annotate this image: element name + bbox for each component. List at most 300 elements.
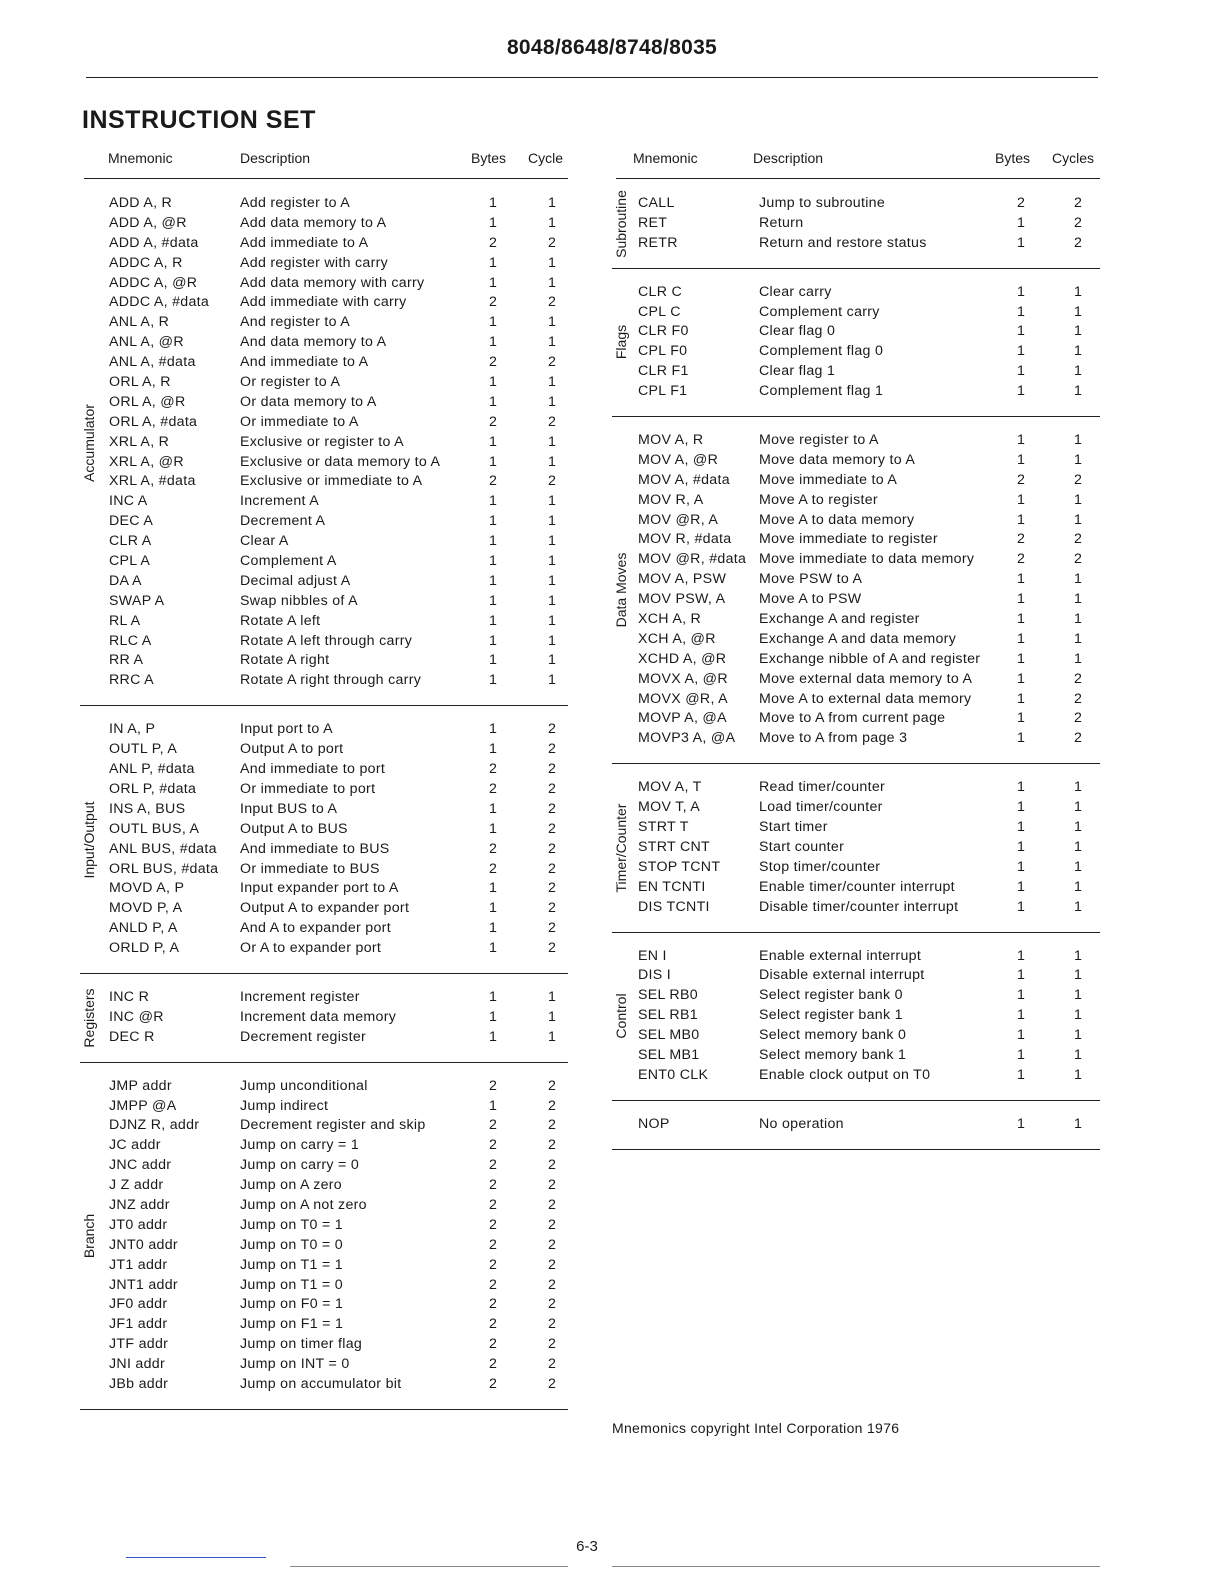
description-cell: Select register bank 0 bbox=[759, 987, 903, 1004]
bytes-cell: 2 bbox=[489, 1356, 498, 1373]
table-row bbox=[80, 1236, 568, 1256]
table-row bbox=[612, 650, 1100, 670]
bytes-cell: 1 bbox=[489, 920, 498, 937]
cycles-cell: 2 bbox=[548, 840, 557, 857]
description-cell: Move data memory to A bbox=[759, 451, 916, 468]
bytes-cell: 2 bbox=[489, 1137, 498, 1154]
bytes-cell: 1 bbox=[1017, 650, 1026, 667]
cycles-cell: 2 bbox=[548, 1177, 557, 1194]
cycles-cell: 1 bbox=[1074, 1007, 1083, 1024]
description-cell: Jump on T1 = 1 bbox=[240, 1256, 343, 1273]
table-row bbox=[612, 729, 1100, 749]
table-row bbox=[80, 1156, 568, 1176]
mnemonic-cell: DEC A bbox=[109, 513, 154, 530]
description-cell: Swap nibbles of A bbox=[240, 592, 358, 609]
cycles-cell: 1 bbox=[1074, 511, 1083, 528]
description-cell: Jump on carry = 0 bbox=[240, 1157, 360, 1174]
mnemonic-cell: SEL RB1 bbox=[638, 1007, 698, 1024]
bytes-header: Bytes bbox=[995, 150, 1031, 166]
table-row bbox=[80, 1136, 568, 1156]
table-row bbox=[80, 1008, 568, 1028]
cycles-cell: 1 bbox=[1074, 1066, 1083, 1083]
mnemonic-cell: INS A, BUS bbox=[109, 800, 186, 817]
cycles-cell: 2 bbox=[548, 1316, 557, 1333]
bottom-link-line bbox=[126, 1557, 266, 1558]
description-cell: Decrement register and skip bbox=[240, 1117, 426, 1134]
description-cell: Move immediate to data memory bbox=[759, 551, 975, 568]
table-row bbox=[80, 1176, 568, 1196]
mnemonic-cell: ANL A, #data bbox=[109, 354, 196, 371]
table-row bbox=[612, 194, 1100, 214]
mnemonic-cell: DA A bbox=[109, 572, 142, 589]
cycles-cell: 2 bbox=[548, 1256, 557, 1273]
left-instruction-table bbox=[80, 148, 568, 1392]
bytes-cell: 2 bbox=[489, 1236, 498, 1253]
description-cell: Add register with carry bbox=[240, 254, 389, 271]
table-row bbox=[80, 632, 568, 652]
mnemonic-cell: INC @R bbox=[109, 1008, 164, 1025]
description-cell: Return bbox=[759, 214, 804, 231]
cycles-cell: 2 bbox=[548, 800, 557, 817]
mnemonic-cell: XCH A, @R bbox=[638, 630, 716, 647]
description-cell: Jump unconditional bbox=[240, 1077, 368, 1094]
category-label: Data Moves bbox=[613, 552, 629, 628]
mnemonic-cell: INC R bbox=[109, 988, 150, 1005]
description-cell: Decrement register bbox=[240, 1028, 367, 1045]
bytes-cell: 2 bbox=[489, 413, 498, 430]
description-cell: Jump on INT = 0 bbox=[240, 1356, 350, 1373]
mnemonic-cell: SEL MB0 bbox=[638, 1027, 700, 1044]
mnemonic-cell: ADD A, #data bbox=[109, 234, 199, 251]
mnemonic-cell: ADDC A, R bbox=[109, 254, 183, 271]
cycles-cell: 1 bbox=[1074, 630, 1083, 647]
instruction-group bbox=[80, 974, 568, 1063]
table-row bbox=[80, 1116, 568, 1136]
bytes-cell: 1 bbox=[1017, 987, 1026, 1004]
mnemonic-cell: ORL A, #data bbox=[109, 413, 198, 430]
table-row bbox=[80, 353, 568, 373]
mnemonic-cell: MOVD P, A bbox=[109, 900, 183, 917]
description-cell: Jump on carry = 1 bbox=[240, 1137, 360, 1154]
description-cell: And immediate to A bbox=[240, 354, 369, 371]
cycles-cell: 1 bbox=[548, 988, 557, 1005]
bytes-cell: 1 bbox=[1017, 898, 1026, 915]
description-cell: Move PSW to A bbox=[759, 571, 863, 588]
table-row bbox=[80, 1276, 568, 1296]
bytes-cell: 1 bbox=[1017, 878, 1026, 895]
mnemonic-cell: CLR A bbox=[109, 533, 152, 550]
cycles-cell: 1 bbox=[548, 553, 557, 570]
description-cell: Disable timer/counter interrupt bbox=[759, 898, 959, 915]
bytes-cell: 1 bbox=[1017, 214, 1026, 231]
mnemonic-cell: ANL BUS, #data bbox=[109, 840, 217, 857]
cycles-cell: 1 bbox=[548, 652, 557, 669]
table-row bbox=[80, 760, 568, 780]
bytes-cell: 1 bbox=[489, 553, 498, 570]
table-row bbox=[80, 720, 568, 740]
group-rows bbox=[612, 417, 1100, 763]
table-row bbox=[612, 1066, 1100, 1086]
cycles-cell: 1 bbox=[548, 393, 557, 410]
mnemonic-cell: JF0 addr bbox=[109, 1296, 168, 1313]
cycles-cell: 2 bbox=[1074, 551, 1083, 568]
cycles-cell: 2 bbox=[1074, 214, 1083, 231]
bytes-cell: 1 bbox=[1017, 730, 1026, 747]
mnemonic-cell: CPL F0 bbox=[638, 343, 688, 360]
mnemonic-cell: MOVX @R, A bbox=[638, 690, 728, 707]
table-row bbox=[80, 1097, 568, 1117]
mnemonic-cell: CPL F1 bbox=[638, 383, 688, 400]
bytes-cell: 1 bbox=[1017, 1115, 1026, 1132]
mnemonic-cell: MOV @R, #data bbox=[638, 551, 747, 568]
cycles-cell: 2 bbox=[548, 1356, 557, 1373]
cycles-cell: 2 bbox=[548, 294, 557, 311]
cycles-cell: 1 bbox=[548, 453, 557, 470]
bytes-cell: 2 bbox=[489, 1256, 498, 1273]
description-cell: Or register to A bbox=[240, 374, 341, 391]
mnemonic-cell: JNT1 addr bbox=[109, 1276, 178, 1293]
mnemonic-cell: JT0 addr bbox=[109, 1216, 168, 1233]
description-header: Description bbox=[240, 150, 311, 166]
mnemonic-cell: MOV A, #data bbox=[638, 471, 730, 488]
table-row bbox=[612, 1046, 1100, 1066]
description-cell: Jump on T0 = 1 bbox=[240, 1216, 343, 1233]
bytes-cell: 2 bbox=[489, 1157, 498, 1174]
table-row bbox=[80, 492, 568, 512]
table-row bbox=[80, 879, 568, 899]
table-row bbox=[80, 313, 568, 333]
table-row bbox=[80, 780, 568, 800]
bottom-rule bbox=[290, 1566, 568, 1567]
description-cell: Exclusive or data memory to A bbox=[240, 453, 441, 470]
group-rows bbox=[612, 1101, 1100, 1149]
bytes-cell: 1 bbox=[1017, 591, 1026, 608]
table-row bbox=[612, 947, 1100, 967]
description-cell: Exchange A and data memory bbox=[759, 630, 957, 647]
cycles-cell: 1 bbox=[548, 612, 557, 629]
table-row bbox=[612, 570, 1100, 590]
bytes-cell: 1 bbox=[489, 800, 498, 817]
description-cell: Output A to expander port bbox=[240, 900, 410, 917]
description-cell: Enable clock output on T0 bbox=[759, 1066, 931, 1083]
description-cell: Rotate A left through carry bbox=[240, 632, 413, 649]
mnemonic-cell: OUTL BUS, A bbox=[109, 820, 200, 837]
table-row bbox=[612, 778, 1100, 798]
mnemonic-cell: DEC R bbox=[109, 1028, 155, 1045]
category-label: Branch bbox=[81, 1213, 97, 1258]
table-row bbox=[80, 988, 568, 1008]
bytes-cell: 1 bbox=[1017, 710, 1026, 727]
description-cell: Complement flag 0 bbox=[759, 343, 884, 360]
description-cell: Jump on T1 = 0 bbox=[240, 1276, 343, 1293]
description-cell: Output A to port bbox=[240, 741, 344, 758]
cycles-cell: 1 bbox=[1074, 283, 1083, 300]
mnemonic-cell: XRL A, #data bbox=[109, 473, 196, 490]
description-cell: Complement carry bbox=[759, 303, 880, 320]
bytes-cell: 1 bbox=[489, 592, 498, 609]
cycles-cell: 1 bbox=[1074, 343, 1083, 360]
description-cell: Stop timer/counter bbox=[759, 858, 881, 875]
mnemonic-cell: CALL bbox=[638, 195, 675, 211]
bytes-cell: 1 bbox=[489, 254, 498, 271]
bytes-cell: 1 bbox=[489, 1097, 498, 1114]
cycles-cell: 2 bbox=[548, 1157, 557, 1174]
header-rule bbox=[84, 178, 568, 179]
cycles-header: Cycle bbox=[528, 150, 564, 166]
table-row bbox=[612, 342, 1100, 362]
cycles-cell: 1 bbox=[548, 572, 557, 589]
cycles-cell: 2 bbox=[548, 940, 557, 957]
cycles-cell: 2 bbox=[548, 1117, 557, 1134]
mnemonic-cell: MOVX A, @R bbox=[638, 670, 728, 687]
description-cell: Jump indirect bbox=[240, 1097, 329, 1114]
cycles-cell: 1 bbox=[548, 1008, 557, 1025]
bytes-cell: 2 bbox=[489, 1296, 498, 1313]
table-row bbox=[80, 413, 568, 433]
table-row bbox=[612, 986, 1100, 1006]
table-row bbox=[612, 1006, 1100, 1026]
cycles-cell: 1 bbox=[1074, 303, 1083, 320]
cycles-cell: 1 bbox=[1074, 987, 1083, 1004]
table-header bbox=[80, 148, 568, 176]
category-label: Timer/Counter bbox=[613, 803, 629, 893]
description-cell: Move A to external data memory bbox=[759, 690, 972, 707]
bytes-cell: 2 bbox=[489, 1077, 498, 1094]
description-cell: Jump on accumulator bit bbox=[240, 1375, 402, 1392]
instruction-group bbox=[612, 933, 1100, 1101]
mnemonic-cell: ORL BUS, #data bbox=[109, 860, 219, 877]
bytes-cell: 2 bbox=[489, 473, 498, 490]
table-row bbox=[80, 939, 568, 959]
table-row bbox=[612, 550, 1100, 570]
mnemonic-cell: ENT0 CLK bbox=[638, 1066, 709, 1083]
bytes-cell: 1 bbox=[1017, 690, 1026, 707]
mnemonic-cell: CPL C bbox=[638, 303, 681, 320]
cycles-cell: 2 bbox=[548, 1077, 557, 1094]
table-row bbox=[612, 530, 1100, 550]
table-row bbox=[80, 651, 568, 671]
bytes-cell: 1 bbox=[1017, 571, 1026, 588]
cycles-cell: 1 bbox=[548, 274, 557, 291]
description-cell: Clear A bbox=[240, 533, 289, 550]
mnemonic-cell: ADD A, R bbox=[109, 195, 173, 211]
cycles-cell: 2 bbox=[548, 880, 557, 897]
cycles-cell: 2 bbox=[548, 1137, 557, 1154]
bytes-cell: 1 bbox=[489, 1028, 498, 1045]
description-cell: And immediate to port bbox=[240, 761, 386, 778]
table-row bbox=[80, 433, 568, 453]
cycles-cell: 1 bbox=[1074, 1046, 1083, 1063]
mnemonic-cell: JNT0 addr bbox=[109, 1236, 178, 1253]
description-cell: Enable external interrupt bbox=[759, 947, 922, 964]
mnemonic-cell: CLR F1 bbox=[638, 363, 689, 380]
description-cell: And register to A bbox=[240, 314, 350, 331]
bytes-cell: 1 bbox=[1017, 323, 1026, 340]
mnemonic-cell: JNI addr bbox=[109, 1356, 166, 1373]
cycles-cell: 1 bbox=[1074, 323, 1083, 340]
mnemonic-cell: CPL A bbox=[109, 553, 151, 570]
instruction-group bbox=[80, 1063, 568, 1410]
group-rows bbox=[80, 974, 568, 1062]
mnemonic-cell: ANL P, #data bbox=[109, 761, 195, 778]
instruction-groups bbox=[80, 180, 568, 1410]
mnemonic-cell: STRT CNT bbox=[638, 838, 711, 855]
table-row bbox=[612, 858, 1100, 878]
description-cell: Or data memory to A bbox=[240, 393, 377, 410]
mnemonic-cell: OUTL P, A bbox=[109, 741, 178, 758]
mnemonic-cell: MOVP3 A, @A bbox=[638, 730, 736, 747]
description-cell: Decrement A bbox=[240, 513, 326, 530]
description-cell: Exclusive or immediate to A bbox=[240, 473, 423, 490]
instruction-group bbox=[612, 1101, 1100, 1150]
mnemonic-cell: MOV A, @R bbox=[638, 451, 719, 468]
mnemonic-cell: ANL A, R bbox=[109, 314, 170, 331]
instruction-group bbox=[612, 764, 1100, 932]
cycles-cell: 1 bbox=[1074, 383, 1083, 400]
table-row bbox=[80, 572, 568, 592]
table-row bbox=[80, 393, 568, 413]
bytes-cell: 2 bbox=[1017, 551, 1026, 568]
table-row bbox=[80, 860, 568, 880]
table-row bbox=[80, 1315, 568, 1335]
mnemonic-cell: ADDC A, #data bbox=[109, 294, 210, 311]
table-row bbox=[80, 1335, 568, 1355]
bytes-cell: 1 bbox=[489, 533, 498, 550]
group-rows bbox=[612, 269, 1100, 416]
instruction-group bbox=[80, 180, 568, 706]
description-cell: Or immediate to A bbox=[240, 413, 359, 430]
table-row bbox=[80, 612, 568, 632]
bytes-cell: 1 bbox=[1017, 1007, 1026, 1024]
cycles-cell: 1 bbox=[1074, 967, 1083, 984]
cycles-cell: 2 bbox=[548, 1097, 557, 1114]
description-cell: Decimal adjust A bbox=[240, 572, 351, 589]
table-row bbox=[612, 491, 1100, 511]
description-cell: Move A to data memory bbox=[759, 511, 915, 528]
mnemonic-cell: XCH A, R bbox=[638, 611, 702, 628]
group-rows bbox=[612, 933, 1100, 1100]
description-cell: Jump on A not zero bbox=[240, 1196, 367, 1213]
table-row bbox=[80, 1077, 568, 1097]
bytes-cell: 1 bbox=[1017, 283, 1026, 300]
description-cell: No operation bbox=[759, 1115, 844, 1132]
bytes-cell: 1 bbox=[1017, 779, 1026, 796]
bytes-cell: 1 bbox=[489, 721, 498, 738]
cycles-cell: 2 bbox=[548, 761, 557, 778]
mnemonic-cell: RL A bbox=[109, 612, 141, 629]
mnemonic-cell: EN I bbox=[638, 947, 667, 964]
table-row bbox=[612, 511, 1100, 531]
description-cell: Clear flag 0 bbox=[759, 323, 836, 340]
header-rule bbox=[86, 77, 1098, 78]
description-cell: Disable external interrupt bbox=[759, 967, 925, 984]
cycles-cell: 1 bbox=[1074, 819, 1083, 836]
mnemonic-cell: ORL P, #data bbox=[109, 780, 197, 797]
table-row bbox=[612, 382, 1100, 402]
bytes-cell: 1 bbox=[489, 741, 498, 758]
description-cell: Select register bank 1 bbox=[759, 1007, 903, 1024]
bytes-cell: 1 bbox=[1017, 1066, 1026, 1083]
table-row bbox=[612, 303, 1100, 323]
description-cell: And immediate to BUS bbox=[240, 840, 390, 857]
description-cell: Or immediate to port bbox=[240, 780, 376, 797]
cycles-cell: 1 bbox=[548, 374, 557, 391]
mnemonic-cell: ANLD P, A bbox=[109, 920, 178, 937]
cycles-cell: 2 bbox=[1074, 471, 1083, 488]
table-row bbox=[80, 373, 568, 393]
description-cell: Return and restore status bbox=[759, 234, 927, 251]
mnemonic-cell: JMP addr bbox=[109, 1077, 172, 1094]
instruction-group bbox=[80, 706, 568, 974]
description-header: Description bbox=[753, 150, 824, 166]
cycles-cell: 2 bbox=[548, 413, 557, 430]
mnemonic-cell: SEL MB1 bbox=[638, 1046, 700, 1063]
bytes-cell: 2 bbox=[489, 1177, 498, 1194]
cycles-cell: 2 bbox=[548, 860, 557, 877]
cycles-cell: 1 bbox=[1074, 779, 1083, 796]
table-row bbox=[612, 471, 1100, 491]
description-cell: Rotate A right bbox=[240, 652, 330, 669]
description-cell: Jump to subroutine bbox=[759, 195, 886, 211]
group-rows bbox=[80, 706, 568, 973]
bytes-cell: 1 bbox=[1017, 1046, 1026, 1063]
cycles-cell: 1 bbox=[548, 214, 557, 231]
table-row bbox=[80, 532, 568, 552]
category-label: Flags bbox=[613, 325, 629, 360]
table-row bbox=[80, 919, 568, 939]
table-row bbox=[80, 671, 568, 691]
bytes-cell: 2 bbox=[489, 1196, 498, 1213]
bytes-cell: 1 bbox=[1017, 819, 1026, 836]
bytes-cell: 1 bbox=[1017, 451, 1026, 468]
cycles-cell: 2 bbox=[548, 1276, 557, 1293]
category-label: Accumulator bbox=[81, 403, 97, 482]
bytes-cell: 1 bbox=[1017, 343, 1026, 360]
description-cell: Input expander port to A bbox=[240, 880, 399, 897]
bytes-cell: 1 bbox=[1017, 363, 1026, 380]
mnemonic-cell: MOV T, A bbox=[638, 799, 701, 816]
cycles-cell: 2 bbox=[548, 354, 557, 371]
table-row bbox=[80, 1028, 568, 1048]
cycles-cell: 2 bbox=[548, 234, 557, 251]
cycles-cell: 2 bbox=[1074, 690, 1083, 707]
mnemonic-cell: J Z addr bbox=[109, 1177, 164, 1194]
description-cell: Output A to BUS bbox=[240, 820, 348, 837]
description-cell: Select memory bank 0 bbox=[759, 1027, 907, 1044]
mnemonic-cell: DIS TCNTI bbox=[638, 898, 710, 915]
description-cell: Add data memory with carry bbox=[240, 274, 425, 291]
cycles-cell: 1 bbox=[548, 195, 557, 211]
bytes-cell: 1 bbox=[489, 334, 498, 351]
table-row bbox=[612, 838, 1100, 858]
cycles-cell: 1 bbox=[1074, 432, 1083, 449]
bytes-cell: 1 bbox=[489, 453, 498, 470]
bytes-cell: 1 bbox=[489, 513, 498, 530]
mnemonic-cell: RRC A bbox=[109, 672, 154, 689]
mnemonic-cell: ADDC A, @R bbox=[109, 274, 198, 291]
bytes-cell: 1 bbox=[1017, 799, 1026, 816]
bytes-cell: 2 bbox=[489, 840, 498, 857]
table-row bbox=[80, 899, 568, 919]
bytes-cell: 1 bbox=[1017, 611, 1026, 628]
bytes-cell: 1 bbox=[1017, 491, 1026, 508]
cycles-cell: 2 bbox=[548, 1216, 557, 1233]
description-cell: Add immediate with carry bbox=[240, 294, 407, 311]
table-row bbox=[80, 274, 568, 294]
category-label: Input/Output bbox=[81, 801, 97, 879]
table-row bbox=[612, 966, 1100, 986]
table-row bbox=[612, 362, 1100, 382]
